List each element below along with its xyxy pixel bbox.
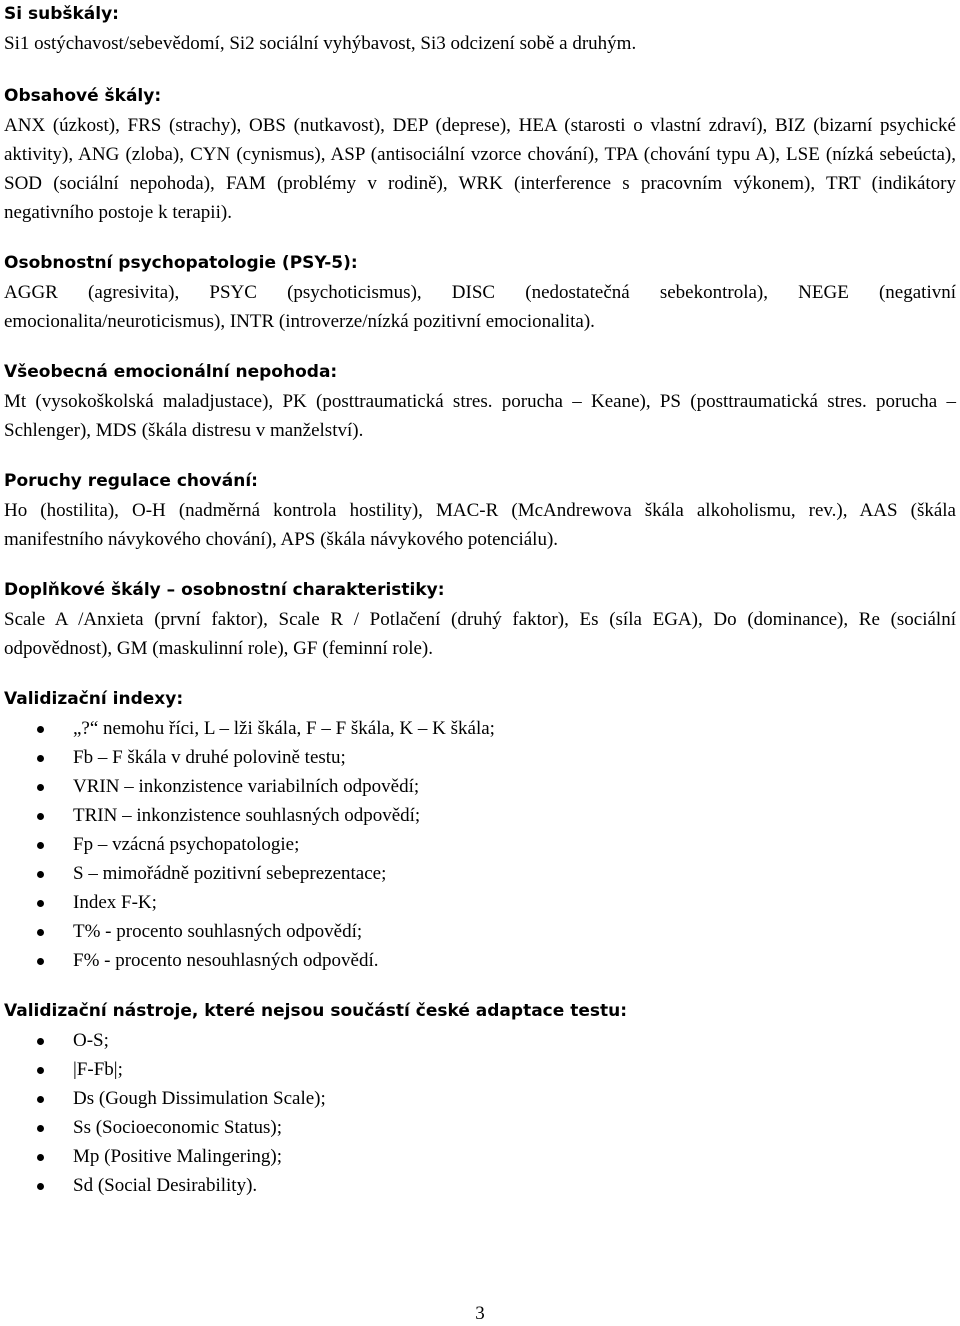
bullet-icon: [37, 1183, 44, 1190]
list-item-text: Fp – vzácná psychopatologie;: [73, 834, 300, 855]
list-item: [4, 917, 956, 946]
list-item-text: T% - procento souhlasných odpovědí;: [73, 921, 363, 942]
list-item: [4, 888, 956, 917]
bullet-icon: [37, 871, 44, 878]
bullet-icon: [37, 1067, 44, 1074]
bullet-icon: [37, 755, 44, 762]
section-text: Mt (vysokoškolská maladjustace), PK (posttraumatická stres. porucha – Keane), PS (posttraumatická stres. porucha – Schlenger), MDS (škála distresu v manželství).: [4, 391, 956, 441]
bullet-icon: [37, 1125, 44, 1132]
bullet-icon: [37, 900, 44, 907]
document-page: [4, 0, 956, 1222]
list-item-text: |F-Fb|;: [73, 1059, 123, 1080]
list-item-text: O-S;: [73, 1030, 109, 1051]
bullet-icon: [37, 726, 44, 733]
bullet-icon: [37, 1154, 44, 1161]
section-text: ANX (úzkost), FRS (strachy), OBS (nutkavost), DEP (deprese), HEA (starosti o vlastní zdraví), BIZ (bizarní psychické aktivity), ANG (zloba), CYN (cynismus), ASP (antisociální vzorce chování), TPA (chování typu A), LSE (nízká sebeúcta), SOD (sociální nepohoda), FAM (problémy v rodině), WRK (interference s pracovním výkonem), TRT (indikátory negativního postoje k terapii).: [4, 115, 956, 223]
list-item-text: Mp (Positive Malingering);: [73, 1146, 282, 1167]
list-item: [4, 1171, 956, 1200]
validity-index-list: [4, 714, 956, 975]
bullet-icon: [37, 929, 44, 936]
bullet-icon: [37, 784, 44, 791]
list-item: [4, 714, 956, 743]
list-item: [4, 1055, 956, 1084]
bullet-icon: [37, 1096, 44, 1103]
page-number: 3: [475, 1303, 485, 1324]
list-item-text: VRIN – inkonzistence variabilních odpovědí;: [73, 776, 420, 797]
list-item-text: Sd (Social Desirability).: [73, 1175, 258, 1196]
section-behavior-regulation: [4, 467, 956, 554]
list-item-text: S – mimořádně pozitivní sebeprezentace;: [73, 863, 387, 884]
bullet-icon: [37, 813, 44, 820]
section-text: Si1 ostýchavost/sebevědomí, Si2 sociální vyhýbavost, Si3 odcizení sobě a druhým.: [4, 33, 637, 54]
list-item-text: Ss (Socioeconomic Status);: [73, 1117, 282, 1138]
list-item: [4, 801, 956, 830]
section-text: Scale A /Anxieta (první faktor), Scale R / Potlačení (druhý faktor), Es (síla EGA), Do (dominance), Re (sociální odpovědnost), GM (maskulinní role), GF (feminní role).: [4, 609, 956, 659]
section-heading: Validizační indexy:: [4, 689, 184, 709]
list-item-text: Index F-K;: [73, 892, 157, 913]
section-heading: Validizační nástroje, které nejsou součástí české adaptace testu:: [4, 1001, 627, 1021]
bullet-icon: [37, 842, 44, 849]
section-heading: Si subškály:: [4, 4, 119, 24]
section-psy5: [4, 249, 956, 336]
section-emotional-distress: [4, 358, 956, 445]
section-content-scales: [4, 82, 956, 227]
list-item: [4, 1142, 956, 1171]
section-heading: Doplňkové škály – osobnostní charakteristiky:: [4, 580, 445, 600]
list-item: [4, 1026, 956, 1055]
list-item-text: „?“ nemohu říci, L – lži škála, F – F škála, K – K škála;: [73, 718, 495, 739]
validity-tool-list: [4, 1026, 956, 1200]
list-item-text: TRIN – inkonzistence souhlasných odpovědí;: [73, 805, 421, 826]
section-text: AGGR (agresivita), PSYC (psychoticismus), DISC (nedostatečná sebekontrola), NEGE (negativní emocionalita/neuroticismus), INTR (introverze/nízká pozitivní emocionalita).: [4, 282, 956, 332]
bullet-icon: [37, 958, 44, 965]
section-text: Ho (hostilita), O-H (nadměrná kontrola hostility), MAC-R (McAndrewova škála alkoholismu, rev.), AAS (škála manifestního návykového chování), APS (škála návykového potenciálu).: [4, 500, 956, 550]
list-item: [4, 743, 956, 772]
section-heading: Všeobecná emocionální nepohoda:: [4, 362, 338, 382]
list-item-text: Ds (Gough Dissimulation Scale);: [73, 1088, 326, 1109]
list-item-text: F% - procento nesouhlasných odpovědí.: [73, 950, 379, 971]
list-item: [4, 946, 956, 975]
list-item-text: Fb – F škála v druhé polovině testu;: [73, 747, 346, 768]
section-heading: Poruchy regulace chování:: [4, 471, 258, 491]
list-item: [4, 1113, 956, 1142]
section-si-subscales: [4, 0, 956, 58]
section-heading: Osobnostní psychopatologie (PSY-5):: [4, 253, 358, 273]
section-supplementary-scales: [4, 576, 956, 663]
list-item: [4, 1084, 956, 1113]
list-item: [4, 830, 956, 859]
section-validity-tools: [4, 997, 956, 1200]
list-item: [4, 772, 956, 801]
section-heading: Obsahové škály:: [4, 86, 162, 106]
section-validity-indexes: [4, 685, 956, 975]
bullet-icon: [37, 1038, 44, 1045]
list-item: [4, 859, 956, 888]
